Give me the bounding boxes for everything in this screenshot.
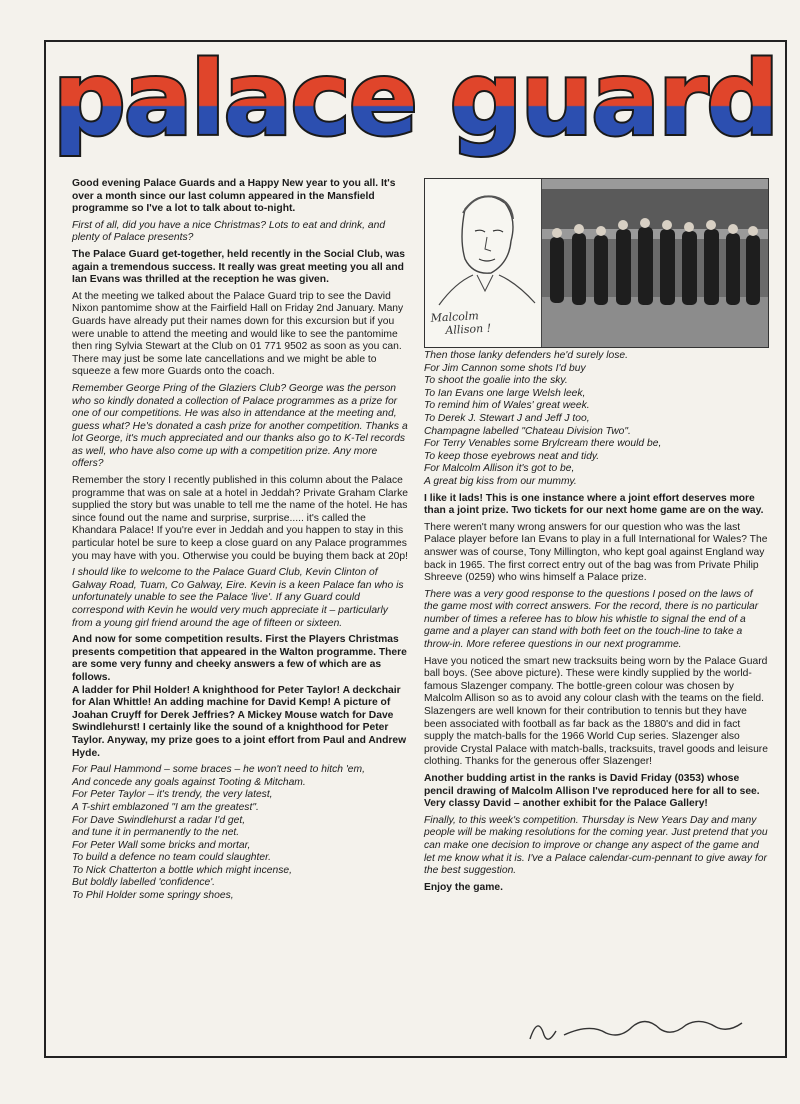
right-paragraph [424, 882, 769, 895]
right-paragraph [424, 522, 769, 585]
left-text-line: For Peter Wall some bricks and mortar, [72, 839, 251, 851]
ball-boys-photo [542, 179, 768, 347]
left-text-line: Remember the story I recently published in this column about the Palace programme that was on sale at a hotel in Jeddah? Private Graham Clarke supplied the story but was unable to tell me the name of the hotel. He has since found out the name and surprise, surprise..... it's called the Khandara Palace! If you're ever in Jeddah and you happen to stay in this particular hotel be sure to keep a close guard on any Palace programmes you may have with you. Otherwise you could be buying them back at 20p! [72, 475, 408, 562]
right-text-line: Finally, to this week's competition. Thursday is New Years Day and many people will be making resolutions for the coming year. Just pretend that you can make one decision to improve or change any aspect of the game and let me know what it is. I've a Palace calendar-cum-pennant to give away for the best suggestion. [424, 814, 768, 877]
left-column [72, 178, 410, 907]
right-paragraph [424, 773, 769, 811]
left-paragraph [72, 291, 410, 379]
left-text-line: To Nick Chatterton a bottle which might incense, [72, 864, 292, 876]
left-text-line: A ladder for Phil Holder! A knighthood for Peter Taylor! A deckchair for Alan Whittle! An adding machine for David Kemp! A picture of Joahan Cruyff for Derek Jeffries? A Mickey Mouse watch for Dave Swindlehurst! I certainly like the sound of a knighthood for Peter Taylor. Anyway, my prize goes to a joint effort from Paul and Andrew Hyde. [72, 684, 407, 759]
right-text-line: For Terry Venables some Brylcream there would be, [424, 438, 662, 450]
left-text-line: First of all, did you have a nice Christmas? Lots to eat and drink, and plenty of Palace presents? [72, 219, 386, 244]
right-text-line: Have you noticed the smart new tracksuits being worn by the Palace Guard ball boys. (See above picture). These were kindly supplied by the world-famous Slazenger company. The bottle-green colour was chosen by Malcolm Allison so as to avoid any colour clash with the teams on the field. Slazengers are well known for their contribution to tennis but they have been associated with football as far back as the 1880's and did in fact supply the match-balls for the 1966 World Cup series. Slazenger also provide Crystal Palace with match-balls, tracksuits, travel goods and leisure clothing. Thanks for the generous offer Slazenger! [424, 655, 768, 768]
right-text-line: For Jim Cannon some shots I'd buy [424, 362, 586, 374]
right-text-line: To keep those eyebrows neat and tidy. [424, 450, 600, 462]
right-paragraph [424, 815, 769, 878]
right-paragraph [424, 350, 769, 489]
left-text-line: Remember George Pring of the Glaziers Club? George was the person who so kindly donated a collection of Palace programmes as a prize for one of our competitions. He was also in attendance at the meeting and, guess what? He's donated a cash prize for another competition. Thanks a lot George, it's much appreciated and our thanks also go to K-Tel records as well, who have also come up with a competition prize. Any more offers? [72, 382, 408, 470]
right-text-line: For Malcolm Allison it's got to be, [424, 463, 575, 475]
right-paragraph [424, 656, 769, 769]
left-text-line: To Phil Holder some springy shoes, [72, 890, 234, 902]
left-text-line: For Paul Hammond – some braces – he won't need to hitch 'em, [72, 764, 365, 776]
left-paragraph [72, 383, 410, 471]
sketch-caption [430, 306, 536, 337]
allison-sketch [425, 179, 542, 347]
left-text-line: For Dave Swindlehurst a radar I'd get, [72, 814, 246, 826]
left-text-line: And concede any goals against Tooting & Mitcham. [72, 776, 306, 788]
right-text-line: Another budding artist in the ranks is David Friday (0353) whose pencil drawing of Malcolm Allison I've reproduced here for all to see. Very classy David – another exhibit for the Palace Gallery! [424, 773, 760, 810]
right-paragraph [424, 589, 769, 652]
right-text-line: There was a very good response to the questions I posed on the laws of the game most with correct answers. For the record, there is no particular number of times a referee has to blow his whistle to signal the end of a game and a player can stand with both feet on the touch-line to take a throw-in. More referee questions in our next programme. [424, 588, 759, 651]
right-text-line: Champagne labelled "Chateau Division Two". [424, 425, 631, 437]
right-text-line: Enjoy the game. [424, 881, 503, 893]
right-text-line: To Ian Evans one large Welsh leek, [424, 387, 586, 399]
left-text-line: And now for some competition results. First the Players Christmas presents competition that appeared in the Walton programme. There are some very funny and cheeky answers a few of which are as follows. [72, 634, 407, 683]
left-paragraph [72, 178, 410, 216]
right-text-line: To Derek J. Stewart J and Jeff J too, [424, 412, 590, 424]
left-text-line: A T-shirt emblazoned "I am the greatest". [72, 801, 259, 813]
left-paragraph [72, 475, 410, 563]
left-paragraph [72, 764, 410, 903]
left-text-line: I should like to welcome to the Palace Guard Club, Kevin Clinton of Galway Road, Tuam, Co Galway, Eire. Kevin is a keen Palace fan who is unfortunately unable to see the Palace 'live'. If any Guard could correspond with Kevin he would very much appreciate it – particularly from a young girl friend around the age of fifteen or sixteen. [72, 567, 404, 629]
right-column [424, 350, 769, 898]
editor-signature [520, 1005, 750, 1050]
photo-block [424, 178, 769, 348]
left-paragraph [72, 567, 410, 630]
left-paragraph [72, 249, 410, 287]
left-paragraph [72, 220, 410, 245]
left-text-line: At the meeting we talked about the Palace Guard trip to see the David Nixon pantomime show at the Fairfield Hall on Friday 2nd January. Many Guards have already put their names down for this excursion but if you were unable to attend the meeting and would like to see the pantomime then ring Sylvia Stewart at the Club on 01 771 9502 as soon as you can. There may just be some late cancellations and we might be able to squeeze a few more Guards onto the coach. [72, 290, 404, 378]
left-text-line: To build a defence no team could slaughter. [72, 852, 272, 864]
right-text-line: A great big kiss from our mummy. [424, 475, 577, 487]
left-text-line: But boldly labelled 'confidence'. [72, 877, 216, 889]
team-photo-icon [542, 179, 768, 347]
left-text-line: For Peter Taylor – it's trendy, the very latest, [72, 789, 273, 801]
left-paragraph [72, 634, 410, 760]
right-paragraph [424, 493, 769, 518]
signature-icon [520, 1005, 750, 1050]
sketch-caption-line-2: Allison ! [445, 321, 492, 337]
left-text-line: and tune it in permanently to the net. [72, 827, 240, 839]
right-text-line: There weren't many wrong answers for our question who was the last Palace player before Ian Evans to play in a full International for Wales? The answer was of course, Tony Millington, who kept goal against England way back in 1965. The first correct entry out of the bag was from Private Philip Shreeve (0259) who wins himself a Palace prize. [424, 521, 768, 584]
left-text-line: Good evening Palace Guards and a Happy New year to you all. It's over a month since our last column appeared in the Mansfield programme so I've a lot to talk about to-night. [72, 178, 396, 215]
right-text-line: To shoot the goalie into the sky. [424, 375, 568, 387]
right-text-line: Then those lanky defenders he'd surely lose. [424, 350, 629, 361]
left-text-line: The Palace Guard get-together, held recently in the Social Club, was again a tremendous success. It really was great meeting you all and Ian Evans was thrilled at the reception he was given. [72, 248, 406, 286]
sketch-caption-line-1: Malcolm [430, 309, 480, 325]
banner-title-art [50, 48, 780, 160]
right-text-line: I like it lads! This is one instance where a joint effort deserves more than a joint prize. Two tickets for our next home game are on the way. [424, 492, 764, 517]
banner-title: palace guard [52, 48, 778, 159]
palace-guard-banner [50, 48, 780, 160]
right-text-line: To remind him of Wales' great week. [424, 400, 590, 412]
